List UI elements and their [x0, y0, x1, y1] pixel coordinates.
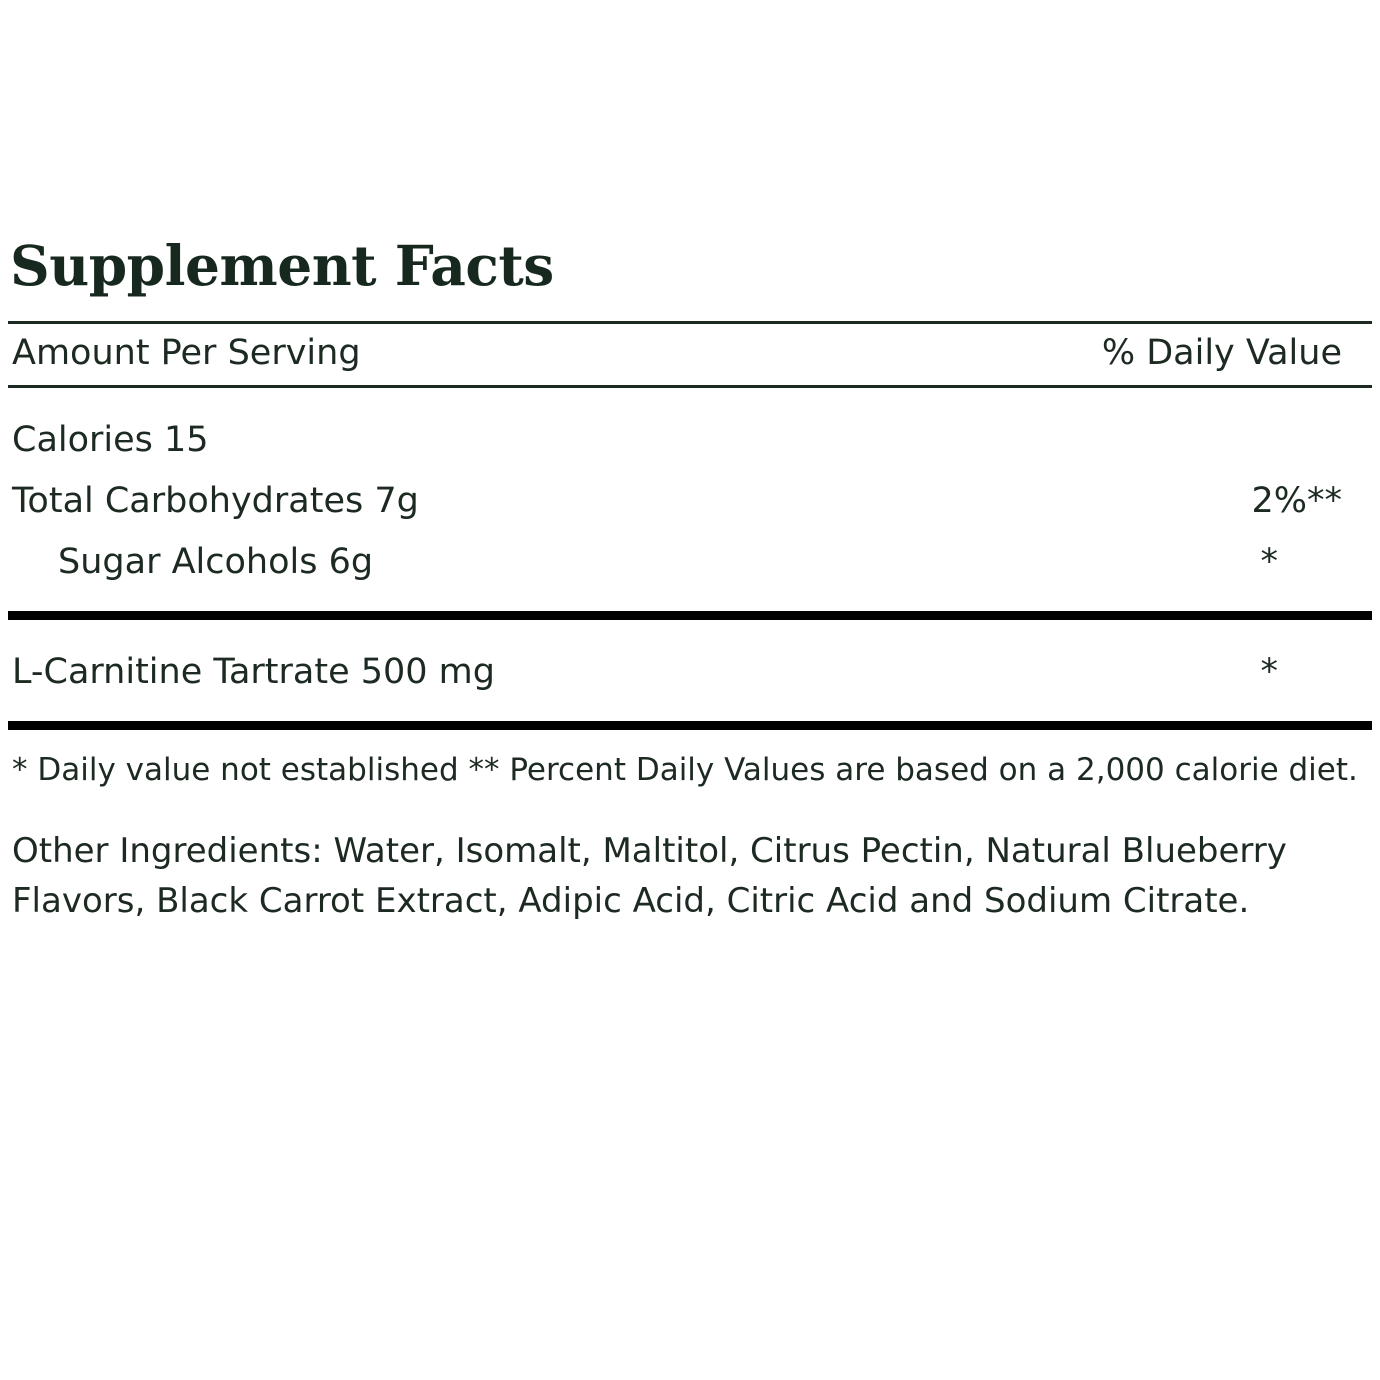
nutrient-list — [8, 388, 1372, 611]
table-row — [12, 410, 1368, 471]
nutrient-name: Sugar Alcohols 6g — [58, 541, 374, 582]
amount-per-serving-label: Amount Per Serving — [12, 332, 361, 373]
table-row — [12, 642, 1368, 703]
divider-thick-lower — [8, 721, 1372, 730]
nutrient-daily-value: 2%** — [1251, 480, 1342, 521]
footnotes-section — [8, 730, 1372, 926]
page-title: Supplement Facts — [10, 233, 554, 298]
active-ingredient-list — [8, 620, 1372, 721]
ingredient-daily-value: * — [1260, 651, 1278, 692]
ingredient-name: L-Carnitine Tartrate 500 mg — [12, 651, 495, 692]
table-row — [12, 532, 1368, 593]
nutrient-name: Total Carbohydrates 7g — [12, 480, 419, 521]
supplement-facts-panel — [8, 233, 1372, 926]
other-ingredients-text: Other Ingredients: Water, Isomalt, Maltitol, Citrus Pectin, Natural Blueberry Flavors, Black Carrot Extract, Adipic Acid, Citric Acid and Sodium Citrate. — [12, 831, 1287, 921]
divider-thick-upper — [8, 611, 1372, 620]
daily-value-label: % Daily Value — [1101, 332, 1342, 373]
nutrient-daily-value: * — [1260, 541, 1278, 582]
table-row — [12, 471, 1368, 532]
table-header-row — [8, 324, 1372, 385]
daily-value-footnote: * Daily value not established ** Percent Daily Values are based on a 2,000 calorie diet. — [12, 751, 1358, 788]
nutrient-name: Calories 15 — [12, 419, 209, 460]
